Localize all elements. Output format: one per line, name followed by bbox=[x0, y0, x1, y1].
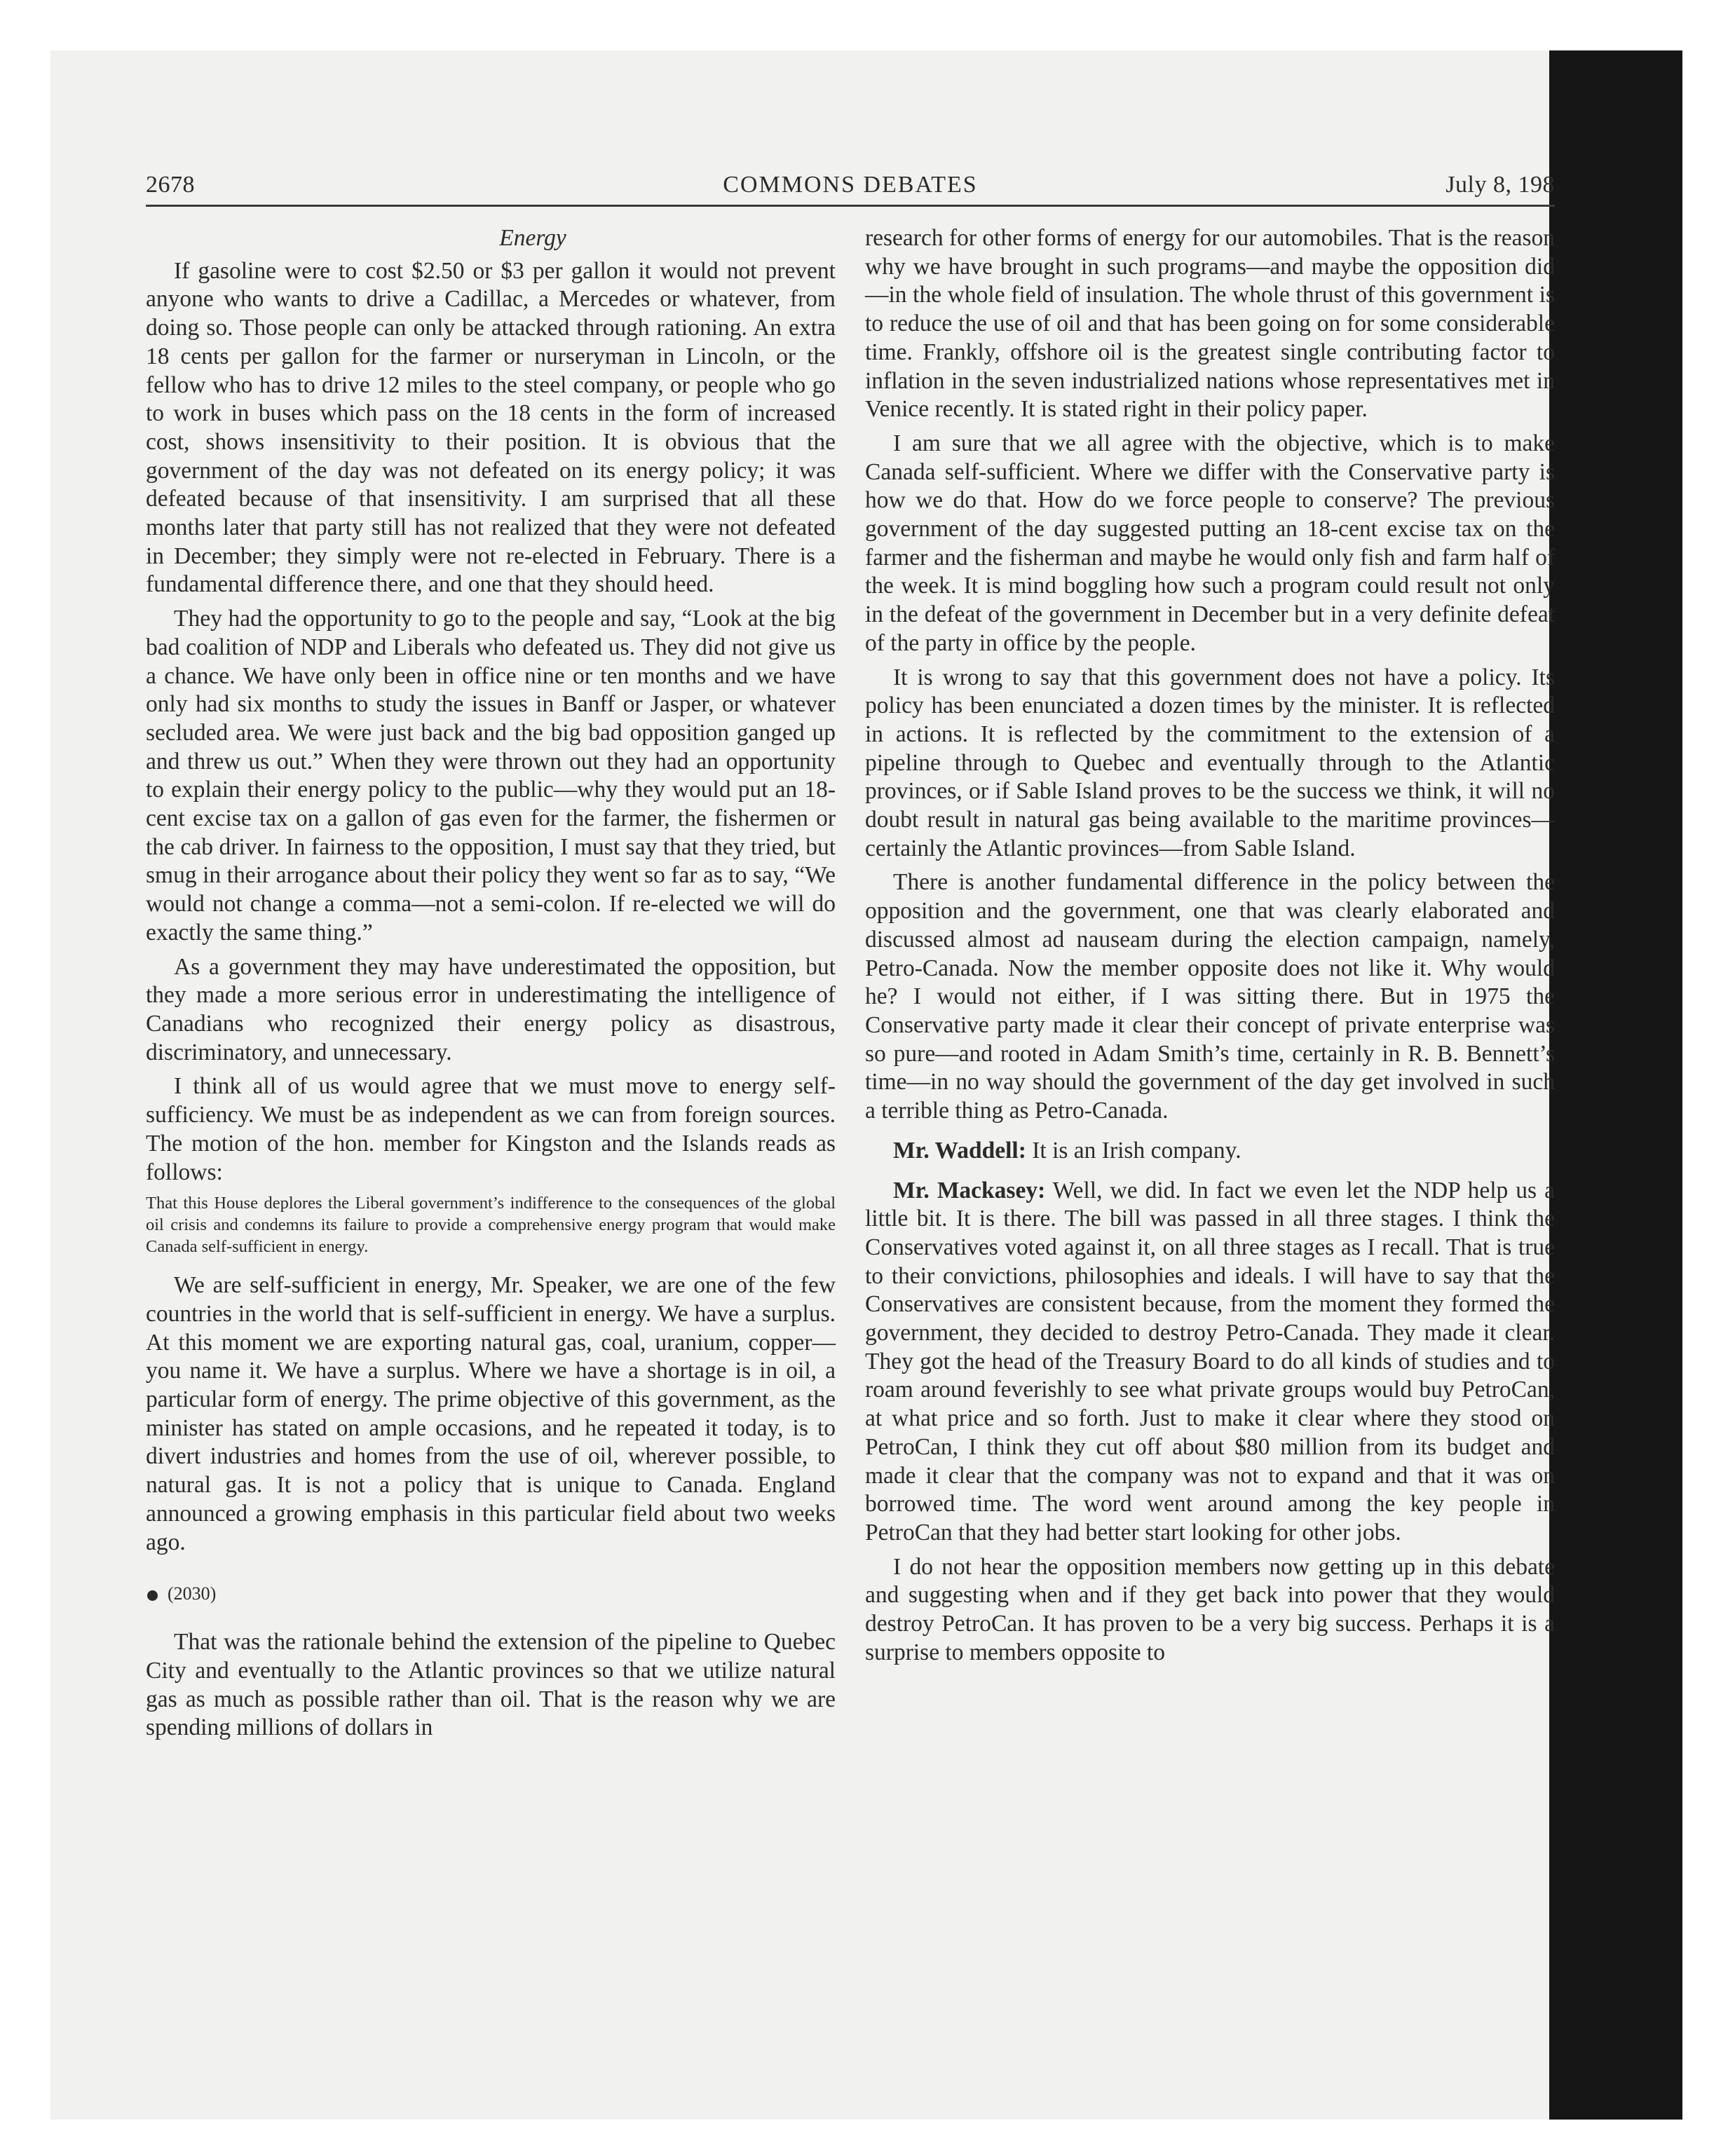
speech-text: It is an Irish company. bbox=[1026, 1137, 1241, 1164]
right-column bbox=[865, 224, 1555, 1672]
speech-mackasey bbox=[865, 1177, 1555, 1548]
speech-waddell bbox=[865, 1137, 1555, 1166]
scan-dark-edge bbox=[1549, 50, 1682, 2120]
paragraph: They had the opportunity to go to the people and say, “Look at the big bad coalition of NDP and Liberals who defeated us. They did not give us a chance. We have only been in office nine or ten months and we have only had six months to study the issues in Banff or Jasper, or whatever secluded area. We were just back and the big bad opposition ganged up and threw us out.” When they were thrown out they had an opportunity to explain their energy policy to the public—why they would put an 18-cent excise tax on a gallon of gas even for the farmer, the fishermen or the cab driver. In fairness to the opposition, I must say that they tried, but smug in their arrogance about their policy they went so far as to say, “We would not change a comma—not a semi-colon. If re-elected we will do exactly the same thing.” bbox=[146, 606, 836, 946]
paragraph: There is another fundamental difference in the policy between the opposition and the government, one that was clearly elaborated and discussed almost ad nauseam during the election campaign, namely, Petro-Canada. Now the member opposite does not like it. Why would he? I would not either, if I was sitting there. But in 1975 the Conservative party made it clear their concept of private enterprise was so pure—and rooted in Adam Smith’s time, certainly in R. B. Bennett’s time—in no way should the government of the day get involved in such a terrible thing as Petro-Canada. bbox=[865, 869, 1555, 1124]
paragraph: That was the rationale behind the extension of the pipeline to Quebec City and eventually to the Atlantic provinces so that we utilize natural gas as much as possible rather than oil. That is the reason why we are spending millions of dollars in bbox=[146, 1629, 836, 1741]
left-column bbox=[146, 224, 836, 1748]
paragraph: I think all of us would agree that we must move to energy self-sufficiency. We must be as independent as we can from foreign sources. The motion of the hon. member for Kingston and the Islands reads as follows: bbox=[146, 1073, 836, 1185]
page-number: 2678 bbox=[146, 172, 195, 198]
bullet-icon bbox=[147, 1590, 158, 1601]
header-date: July 8, 198 bbox=[1445, 172, 1555, 198]
paragraph: I am sure that we all agree with the objective, which is to make Canada self-sufficient. Where we differ with the Conservative party is how we do that. How do we force people to conserve? The previous government of the day suggested putting an 18-cent excise tax on the farmer and the fisherman and maybe he would only fish and farm half of the week. It is mind boggling how such a program could result not only in the defeat of the government in December but in a very definite defeat of the party in office by the people. bbox=[865, 430, 1555, 656]
time-marker-text: (2030) bbox=[168, 1583, 217, 1604]
time-marker bbox=[146, 1583, 836, 1604]
paragraph: I do not hear the opposition members now getting up in this debate and suggesting when and if they get back into power that they would destroy PetroCan. It has proven to be a very big success. Perhaps it is a surprise to members opposite to bbox=[865, 1553, 1555, 1665]
paragraph: We are self-sufficient in energy, Mr. Speaker, we are one of the few countries in the world that is self-sufficient in energy. We have a surplus. At this moment we are exporting natural gas, coal, uranium, copper—you name it. We have a surplus. Where we have a shortage is in oil, a particular form of energy. The prime objective of this government, as the minister has stated on ample occasions, and he repeated it today, is to divert industries and homes from the use of oil, wherever possible, to natural gas. It is not a policy that is unique to Canada. England announced a growing emphasis in this particular field about two weeks ago. bbox=[146, 1272, 836, 1555]
header-rule bbox=[146, 205, 1555, 207]
paragraph: If gasoline were to cost $2.50 or $3 per gallon it would not prevent anyone who wants to drive a Cadillac, a Mercedes or whatever, from doing so. Those people can only be attacked through rationing. An extra 18 cents per gallon for the farmer or nurseryman in Lincoln, or the fellow who has to drive 12 miles to the steel company, or people who go to work in buses which pass on the 18 cents in the form of increased cost, shows insensitivity to their position. It is obvious that the government of the day was not defeated on its energy policy; it was defeated because of that insensitivity. I am surprised that all these months later that party still has not realized that they were not defeated in December; they simply were not re-elected in February. There is a fundamental difference there, and one that they should heed. bbox=[146, 257, 836, 598]
running-header bbox=[146, 168, 1555, 202]
paragraph: research for other forms of energy for our automobiles. That is the reason why we have brought in such programs—and maybe the opposition did—in the whole field of insulation. The whole thrust of this government is to reduce the use of oil and that has been going on for some considerable time. Frankly, offshore oil is the greatest single contributing factor to inflation in the seven industrialized nations whose representatives met in Venice recently. It is stated right in their policy paper. bbox=[865, 225, 1555, 423]
speaker-name: Mr. Waddell: bbox=[893, 1137, 1026, 1164]
paragraph: It is wrong to say that this government does not have a policy. Its policy has been enunciated a dozen times by the minister. It is reflected in actions. It is reflected by the commitment to the extension of a pipeline through to Quebec and eventually through to the Atlantic provinces, or if Sable Island proves to be the success we think, it will no doubt result in natural gas being available to the maritime provinces—certainly the Atlantic provinces—from Sable Island. bbox=[865, 664, 1555, 861]
paragraph: As a government they may have underestimated the opposition, but they made a more serious error in underestimating the intelligence of Canadians who recognized their energy policy as disastrous, discriminatory, and unnecessary. bbox=[146, 953, 836, 1065]
section-title: Energy bbox=[499, 225, 566, 251]
journal-title: COMMONS DEBATES bbox=[723, 172, 978, 198]
speech-text: Well, we did. In fact we even let the NDP help us a little bit. It is there. The bill was passed in all three stages. I think the Conservatives voted against it, on all three stages as I recall. That is true to their convictions, philosophies and ideals. I will have to say that the Conservatives are consistent because, from the moment they formed the government, they decided to destroy Petro-Canada. They made it clear. They got the head of the Treasury Board to do all kinds of studies and to roam around feverishly to see what private groups would buy PetroCan, at what price and so forth. Just to make it clear where they stood on PetroCan, I think they cut off about $80 million from its budget and made it clear that the company was not to expand and that it was on borrowed time. The word went around among the key people in PetroCan that they had better start looking for other jobs. bbox=[865, 1177, 1555, 1546]
hansard-page bbox=[146, 168, 1555, 1920]
speaker-name: Mr. Mackasey: bbox=[893, 1177, 1046, 1203]
motion-quote: That this House deplores the Liberal government’s indifference to the consequences of the global oil crisis and condemns its failure to provide a comprehensive energy program that would make Canada self-sufficient in energy. bbox=[146, 1194, 836, 1257]
